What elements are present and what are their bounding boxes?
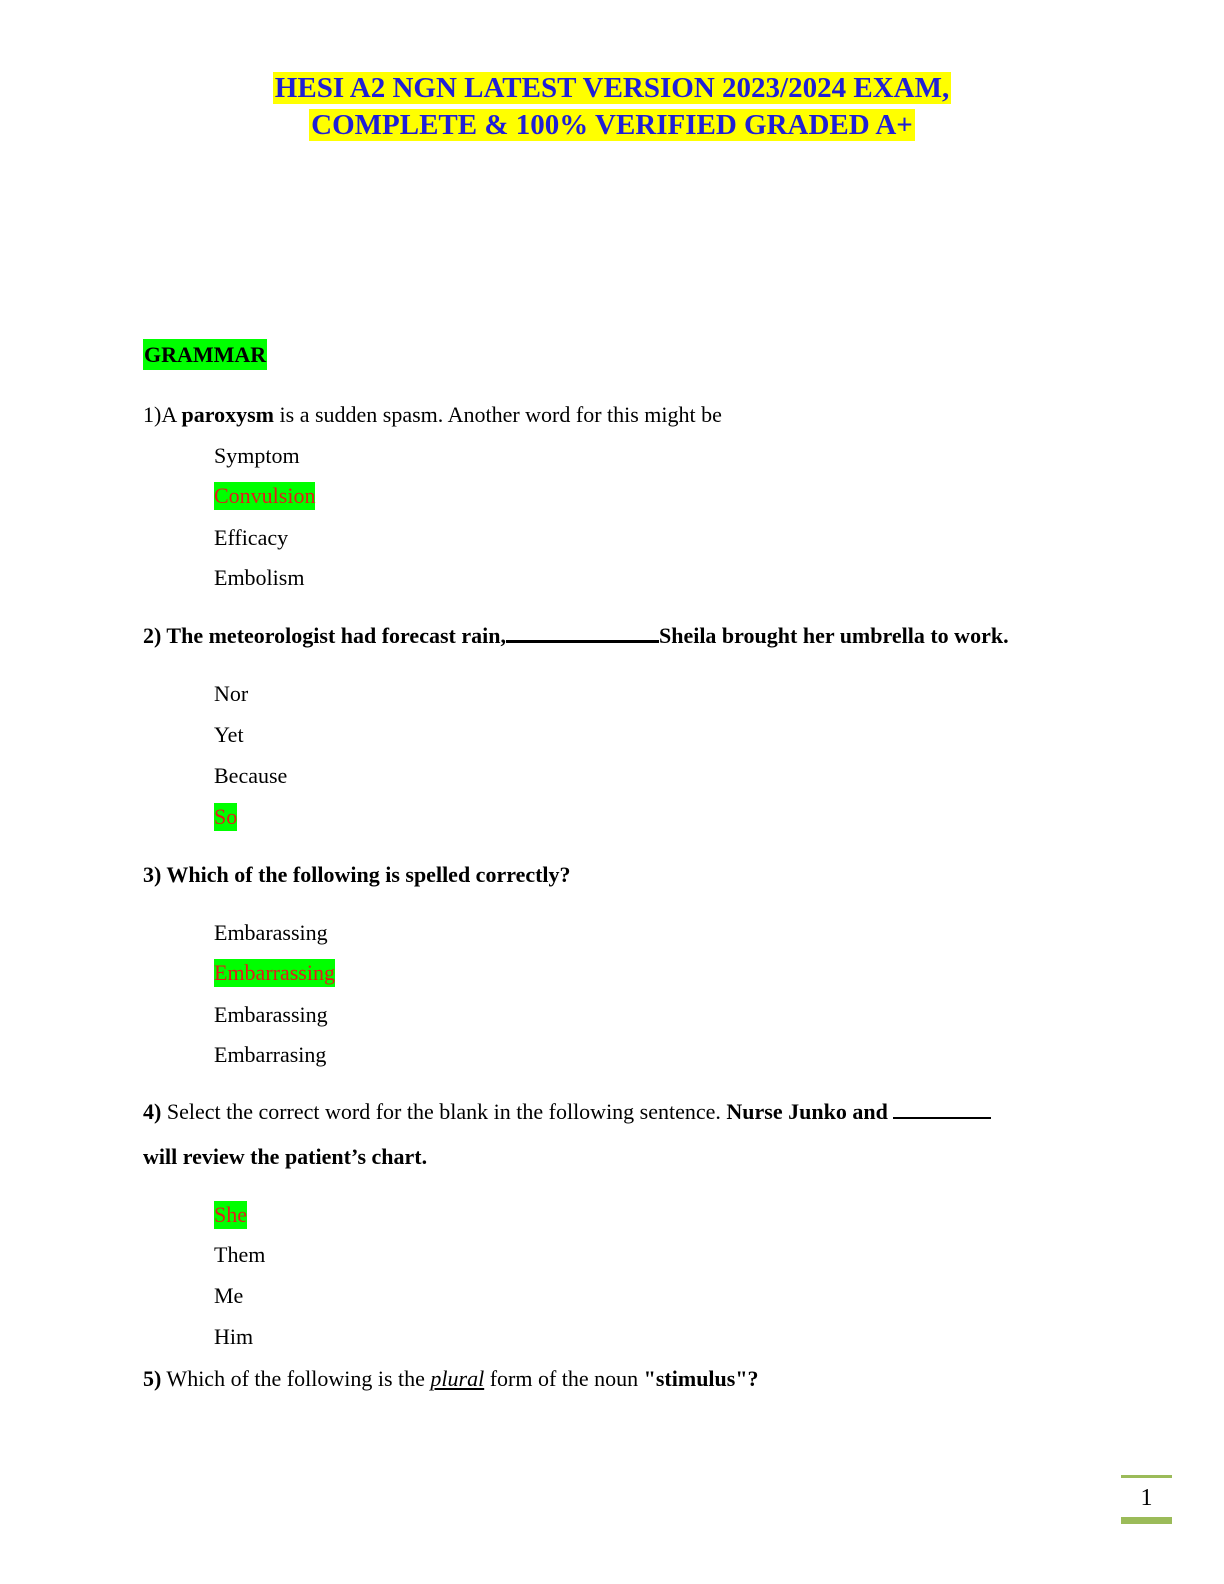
- document-title: [0, 70, 1224, 144]
- question-4-option-c: Me: [214, 1283, 244, 1308]
- question-4-option-a-correct: She: [214, 1202, 247, 1227]
- question-2-option-b: Yet: [214, 722, 244, 747]
- title-line-2: COMPLETE & 100% VERIFIED GRADED A+: [311, 109, 913, 141]
- question-2-option-d-correct: So: [214, 804, 238, 829]
- question-3-option-a: Embarassing: [214, 920, 328, 945]
- question-1-option-c: Efficacy: [214, 525, 289, 550]
- question-2-option-a: Nor: [214, 681, 249, 706]
- question-2-option-c: Because: [214, 763, 288, 788]
- question-4-option-b: Them: [214, 1242, 266, 1267]
- question-1-option-d: Embolism: [214, 565, 305, 590]
- question-1-number: 1): [143, 402, 162, 427]
- question-2: 2) The meteorologist had forecast rain, Sheila brought her umbrella to work.: [143, 623, 1009, 648]
- answer-blank: [893, 1116, 991, 1119]
- question-4-continued: will review the patient’s chart.: [143, 1144, 428, 1169]
- question-1: 1)A paroxysm is a sudden spasm. Another word for this might be: [143, 402, 722, 427]
- question-3-option-b-correct: Embarrassing: [214, 960, 335, 985]
- question-5-emphasis: plural: [430, 1366, 485, 1391]
- question-1-option-a: Symptom: [214, 443, 300, 468]
- question-3-option-d: Embarrasing: [214, 1042, 327, 1067]
- question-4-option-d: Him: [214, 1324, 254, 1349]
- question-1-keyword: paroxysm: [181, 402, 275, 427]
- section-heading: GRAMMAR: [143, 339, 267, 370]
- question-3: 3) Which of the following is spelled correctly?: [143, 862, 571, 887]
- question-1-option-b-correct: Convulsion: [214, 483, 316, 508]
- page-number: 1: [1121, 1475, 1172, 1524]
- question-5-number: 5): [143, 1366, 162, 1391]
- title-line-1: HESI A2 NGN LATEST VERSION 2023/2024 EXAM,: [274, 72, 950, 104]
- answer-blank: [506, 639, 659, 643]
- question-3-option-c: Embarassing: [214, 1002, 328, 1027]
- question-5: 5) Which of the following is the plural form of the noun "stimulus"?: [143, 1366, 759, 1391]
- question-4: 4) Select the correct word for the blank in the following sentence. Nurse Junko and: [143, 1097, 991, 1127]
- question-4-number: 4): [143, 1099, 162, 1124]
